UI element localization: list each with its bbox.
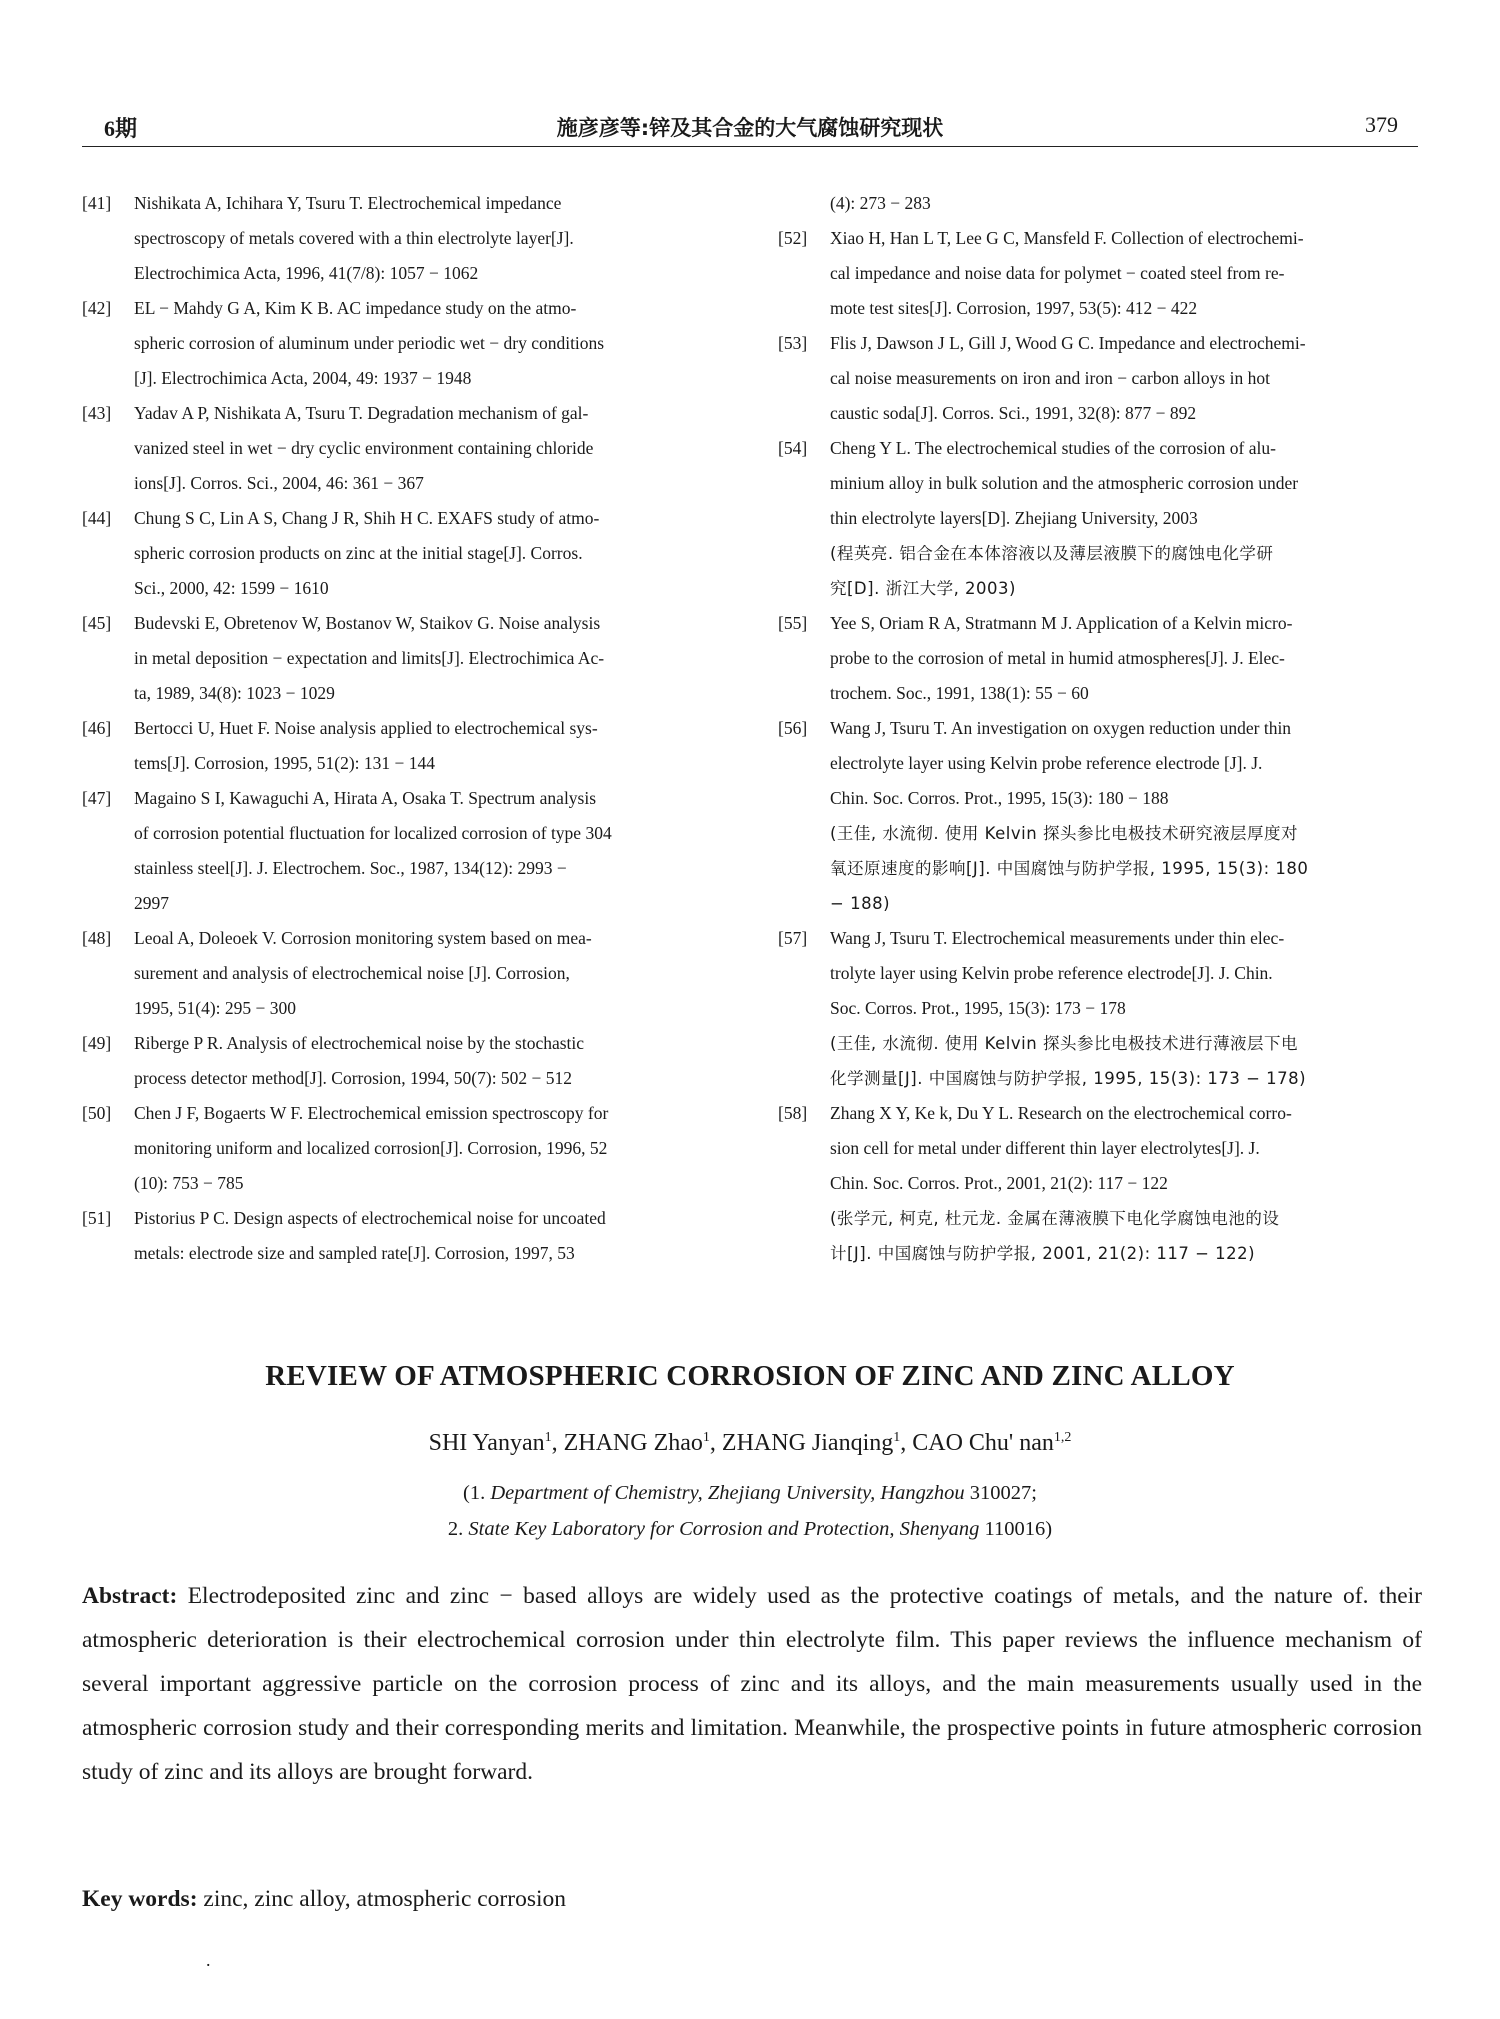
reference-line: of corrosion potential fluctuation for localized corrosion of type 304 — [134, 823, 612, 843]
reference-line: process detector method[J]. Corrosion, 1994, 50(7): 502 − 512 — [134, 1068, 573, 1088]
reference-line: 2997 — [134, 893, 169, 913]
reference-line: Yee S, Oriam R A, Stratmann M J. Application of a Kelvin micro- — [830, 613, 1293, 633]
reference-chinese-line: 计[J]. 中国腐蚀与防护学报, 2001, 21(2): 117 − 122) — [830, 1244, 1256, 1263]
reference-line: ions[J]. Corros. Sci., 2004, 46: 361 − 367 — [134, 473, 424, 493]
author-name: ZHANG Jianqing — [721, 1430, 894, 1456]
reference-number: [50] — [82, 1103, 112, 1123]
reference-line: thin electrolyte layers[D]. Zhejiang University, 2003 — [830, 508, 1198, 528]
running-header — [82, 106, 1418, 147]
abstract-label: Abstract: — [82, 1583, 178, 1609]
affiliation-1-code: 310027; — [969, 1482, 1037, 1504]
reference-line: Flis J, Dawson J L, Gill J, Wood G C. Impedance and electrochemi- — [830, 333, 1306, 353]
reference-line: Pistorius P C. Design aspects of electrochemical noise for uncoated — [134, 1208, 606, 1228]
reference-item — [82, 1201, 727, 1271]
reference-line: cal noise measurements on iron and iron − carbon alloys in hot — [830, 368, 1270, 388]
reference-line: 1995, 51(4): 295 − 300 — [134, 998, 297, 1018]
reference-number: [54] — [778, 438, 808, 458]
reference-chinese-line: (王佳, 水流彻. 使用 Kelvin 探头参比电极技术研究液层厚度对 — [830, 824, 1298, 843]
reference-item — [82, 1026, 727, 1096]
reference-number: [49] — [82, 1033, 112, 1053]
reference-line: mote test sites[J]. Corrosion, 1997, 53(5): 412 − 422 — [830, 298, 1198, 318]
reference-line: Sci., 2000, 42: 1599 − 1610 — [134, 578, 329, 598]
reference-line: Riberge P R. Analysis of electrochemical noise by the stochastic — [134, 1033, 585, 1053]
author-name: SHI Yanyan — [428, 1430, 545, 1456]
reference-number: [42] — [82, 298, 112, 318]
reference-number: [41] — [82, 193, 112, 213]
reference-number: [55] — [778, 613, 808, 633]
reference-number: [58] — [778, 1103, 808, 1123]
affiliation-1-name: Department of Chemistry, Zhejiang University, Hangzhou — [490, 1482, 965, 1504]
running-title: 施彦彦等:锌及其合金的大气腐蚀研究现状 — [556, 116, 944, 140]
reference-item — [82, 781, 727, 921]
page-number: 379 — [1365, 112, 1398, 137]
keywords — [82, 1886, 566, 1913]
references-right-column — [778, 186, 1423, 1271]
reference-item — [778, 221, 1423, 326]
reference-number: [43] — [82, 403, 112, 423]
reference-item — [82, 606, 727, 711]
reference-line: spheric corrosion products on zinc at the initial stage[J]. Corros. — [134, 543, 583, 563]
reference-line: metals: electrode size and sampled rate[J]. Corrosion, 1997, 53 — [134, 1243, 575, 1263]
reference-item — [82, 291, 727, 396]
author-affiliation-marker: 1 — [893, 1430, 901, 1445]
reference-line: Chin. Soc. Corros. Prot., 1995, 15(3): 180 − 188 — [830, 788, 1169, 808]
reference-line: Leoal A, Doleoek V. Corrosion monitoring system based on mea- — [134, 928, 592, 948]
reference-line: trolyte layer using Kelvin probe reference electrode[J]. J. Chin. — [830, 963, 1273, 983]
affiliation-2-name: State Key Laboratory for Corrosion and Protection, Shenyang — [468, 1518, 980, 1540]
reference-item — [82, 396, 727, 501]
issue-number: 6期 — [104, 116, 138, 141]
footer-mark: . — [206, 1950, 211, 1970]
reference-chinese-line: − 188) — [830, 894, 891, 913]
reference-item — [778, 711, 1423, 921]
reference-item — [778, 921, 1423, 1096]
reference-number: [48] — [82, 928, 112, 948]
reference-chinese-line: (程英亮. 铝合金在本体溶液以及薄层液膜下的腐蚀电化学研 — [830, 544, 1274, 563]
reference-line: spectroscopy of metals covered with a thin electrolyte layer[J]. — [134, 228, 574, 248]
reference-line: (4): 273 − 283 — [830, 193, 931, 213]
keywords-text: zinc, zinc alloy, atmospheric corrosion — [203, 1886, 567, 1912]
reference-line: Yadav A P, Nishikata A, Tsuru T. Degradation mechanism of gal- — [134, 403, 589, 423]
reference-line: probe to the corrosion of metal in humid atmospheres[J]. J. Elec- — [830, 648, 1285, 668]
author-affiliation-marker: 1 — [544, 1430, 552, 1445]
reference-line: Wang J, Tsuru T. An investigation on oxygen reduction under thin — [830, 718, 1292, 738]
reference-number: [56] — [778, 718, 808, 738]
reference-number: [44] — [82, 508, 112, 528]
reference-line: vanized steel in wet − dry cyclic environment containing chloride — [134, 438, 594, 458]
reference-number: [51] — [82, 1208, 112, 1228]
reference-line: Magaino S I, Kawaguchi A, Hirata A, Osaka T. Spectrum analysis — [134, 788, 597, 808]
reference-chinese-line: (张学元, 柯克, 杜元龙. 金属在薄液膜下电化学腐蚀电池的设 — [830, 1209, 1280, 1228]
affiliation-1-prefix: (1. — [463, 1482, 486, 1504]
reference-line: Nishikata A, Ichihara Y, Tsuru T. Electrochemical impedance — [134, 193, 562, 213]
reference-chinese-line: 究[D]. 浙江大学, 2003) — [830, 579, 1016, 598]
abstract — [82, 1574, 1422, 1794]
keywords-label: Key words: — [82, 1886, 198, 1912]
reference-line: surement and analysis of electrochemical noise [J]. Corrosion, — [134, 963, 570, 983]
reference-number: [45] — [82, 613, 112, 633]
reference-line: [J]. Electrochimica Acta, 2004, 49: 1937 − 1948 — [134, 368, 472, 388]
reference-chinese-line: 化学测量[J]. 中国腐蚀与防护学报, 1995, 15(3): 173 − 178) — [830, 1069, 1307, 1088]
affiliation-1 — [82, 1482, 1418, 1505]
affiliation-2-code: 110016) — [984, 1518, 1053, 1540]
reference-line: EL − Mahdy G A, Kim K B. AC impedance study on the atmo- — [134, 298, 577, 318]
reference-line: Chung S C, Lin A S, Chang J R, Shih H C. EXAFS study of atmo- — [134, 508, 600, 528]
affiliation-2-prefix: 2. — [447, 1518, 464, 1540]
reference-number: [53] — [778, 333, 808, 353]
reference-item — [82, 186, 727, 291]
reference-line: stainless steel[J]. J. Electrochem. Soc., 1987, 134(12): 2993 − — [134, 858, 567, 878]
reference-number: [52] — [778, 228, 808, 248]
reference-chinese-line: 氧还原速度的影响[J]. 中国腐蚀与防护学报, 1995, 15(3): 180 — [830, 859, 1309, 878]
reference-item — [778, 326, 1423, 431]
reference-line: Electrochimica Acta, 1996, 41(7/8): 1057 − 1062 — [134, 263, 479, 283]
author-list: SHI Yanyan$^1$, ZHANG Zhao$^1$, ZHANG Jianqing$^1$, CAO Chu' nan$^{1,2}$ — [428, 1430, 1072, 1456]
reference-line: electrolyte layer using Kelvin probe reference electrode [J]. J. — [830, 753, 1263, 773]
reference-line: Zhang X Y, Ke k, Du Y L. Research on the electrochemical corro- — [830, 1103, 1292, 1123]
reference-line: spheric corrosion of aluminum under periodic wet − dry conditions — [134, 333, 605, 353]
reference-line: Wang J, Tsuru T. Electrochemical measurements under thin elec- — [830, 928, 1285, 948]
reference-number: [47] — [82, 788, 112, 808]
reference-line: monitoring uniform and localized corrosion[J]. Corrosion, 1996, 52 — [134, 1138, 608, 1158]
reference-item — [82, 711, 727, 781]
author-affiliation-marker: 1,2 — [1053, 1430, 1072, 1445]
author-name: ZHANG Zhao — [563, 1430, 703, 1456]
reference-line: ta, 1989, 34(8): 1023 − 1029 — [134, 683, 335, 703]
reference-line: minium alloy in bulk solution and the atmospheric corrosion under — [830, 473, 1299, 493]
reference-number: [46] — [82, 718, 112, 738]
author-affiliation-marker: 1 — [702, 1430, 710, 1445]
reference-item — [82, 1096, 727, 1201]
reference-line: Cheng Y L. The electrochemical studies of the corrosion of alu- — [830, 438, 1276, 458]
reference-line: Xiao H, Han L T, Lee G C, Mansfeld F. Collection of electrochemi- — [830, 228, 1304, 248]
reference-line: sion cell for metal under different thin layer electrolytes[J]. J. — [830, 1138, 1260, 1158]
reference-line: Chin. Soc. Corros. Prot., 2001, 21(2): 117 − 122 — [830, 1173, 1168, 1193]
english-title: REVIEW OF ATMOSPHERIC CORROSION OF ZINC AND ZINC ALLOY — [265, 1360, 1235, 1392]
reference-line: Soc. Corros. Prot., 1995, 15(3): 173 − 178 — [830, 998, 1126, 1018]
reference-number: [57] — [778, 928, 808, 948]
reference-line: Budevski E, Obretenov W, Bostanov W, Staikov G. Noise analysis — [134, 613, 601, 633]
reference-line: in metal deposition − expectation and limits[J]. Electrochimica Ac- — [134, 648, 605, 668]
reference-line: (10): 753 − 785 — [134, 1173, 244, 1193]
reference-line: cal impedance and noise data for polymet − coated steel from re- — [830, 263, 1285, 283]
abstract-text: Electrodeposited zinc and zinc − based alloys are widely used as the protective coatings of metals, and the nature of. their atmospheric deterioration is their electrochemical corrosion under thin electrolyte film. This paper reviews the influence mechanism of several important aggressive particle on the corrosion process of zinc and its alloys, and the main measurements usually used in the atmospheric corrosion study and their corresponding merits and limitation. Meanwhile, the prospective points in future atmospheric corrosion study of zinc and its alloys are brought forward. — [82, 1583, 1422, 1785]
references-left-column — [82, 186, 727, 1271]
reference-item — [82, 501, 727, 606]
reference-chinese-line: (王佳, 水流彻. 使用 Kelvin 探头参比电极技术进行薄液层下电 — [830, 1034, 1298, 1053]
reference-line: Bertocci U, Huet F. Noise analysis applied to electrochemical sys- — [134, 718, 598, 738]
reference-line: tems[J]. Corrosion, 1995, 51(2): 131 − 144 — [134, 753, 436, 773]
reference-item — [778, 1096, 1423, 1271]
reference-line: trochem. Soc., 1991, 138(1): 55 − 60 — [830, 683, 1089, 703]
reference-line: Chen J F, Bogaerts W F. Electrochemical emission spectroscopy for — [134, 1103, 609, 1123]
reference-item — [778, 606, 1423, 711]
author-name: CAO Chu' nan — [912, 1430, 1054, 1456]
reference-line: caustic soda[J]. Corros. Sci., 1991, 32(8): 877 − 892 — [830, 403, 1197, 423]
reference-item — [82, 921, 727, 1026]
reference-item — [778, 186, 1423, 221]
affiliation-2 — [82, 1518, 1418, 1541]
reference-item — [778, 431, 1423, 606]
